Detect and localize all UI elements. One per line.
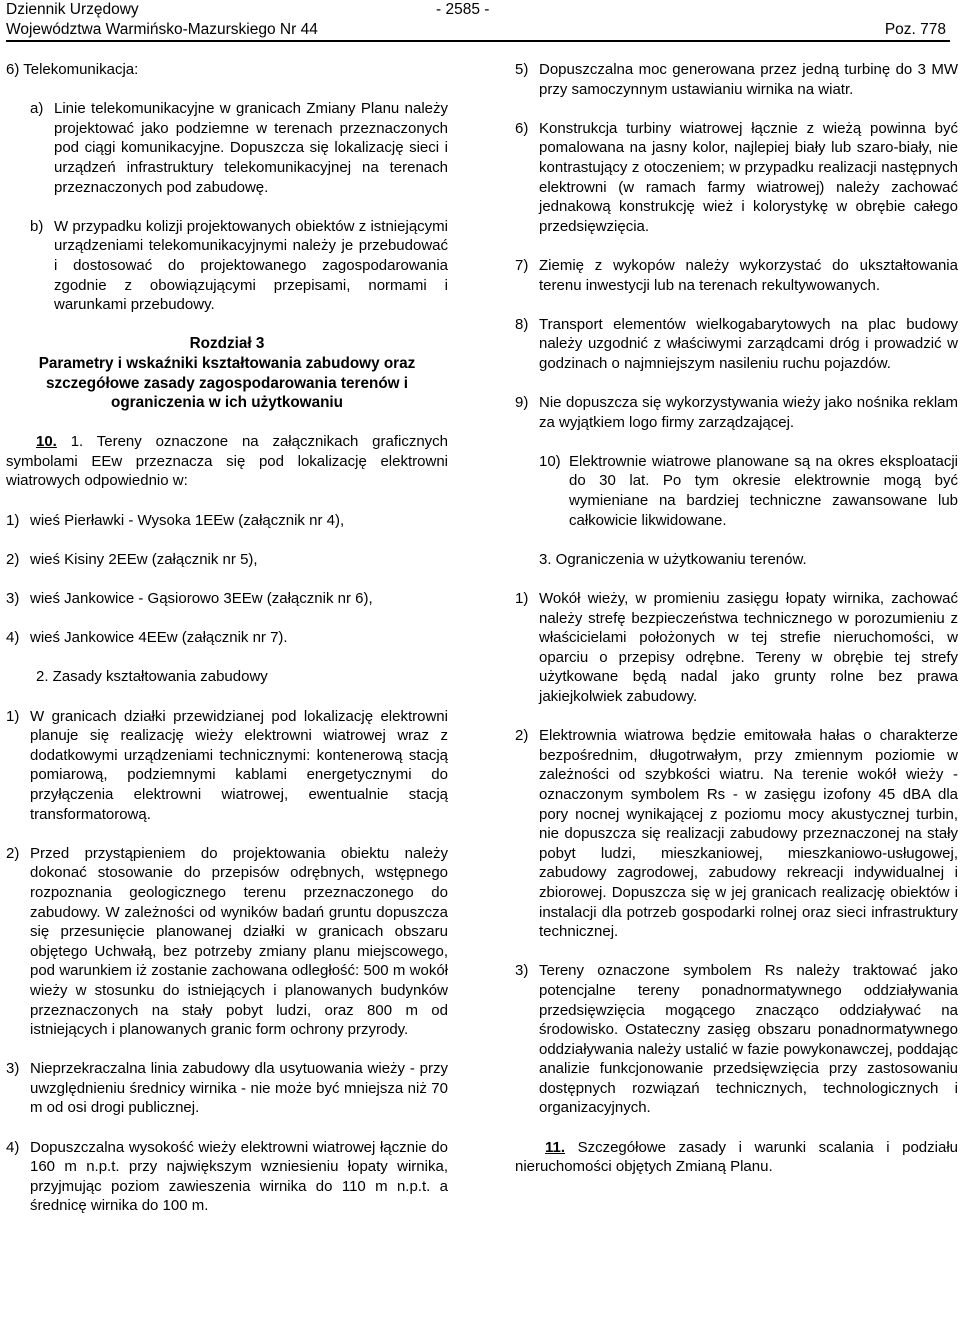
item-text: Elektrownia wiatrowa będzie emitowała hałas o charakterze bezpośrednim, długotrwałym, przy zmiennym poziomie w zależności od szybkości wiatru. Na terenie wokół wieży - oznaczonym symbolem Rs - w zasięgu izofony 45 dBA dla pory nocnej wynikającej z poziomu mocy akustycznej turbin, nie dopuszcza się realizacji zabudowy przeznaczonej na stały pobyt ludzi, mieszkaniowej, mieszkaniowo-usługowej, zabudowy zagrodowej, zabudowy rekreacji indywidualnej i zbiorowej. Dopuszcza się w jej granicach realizację obiektów i instalacji dla potrzeb gospodarki rolnej oraz sieci infrastruktury technicznej.: [539, 727, 958, 941]
right-column: [515, 60, 958, 1177]
item-text: W granicach działki przewidzianej pod lokalizację elektrowni planuje się realizację wieży elektrowni wiatrowej wraz z dodatkowymi urządzeniami technicznymi: kontenerową stacją pomiarową, podziemnymi kablami energetycznymi do przyłączenia elektrowni wiatrowej, ewentualnie stacją transformatorową.: [30, 707, 448, 823]
item-text: Transport elementów wielkogabarytowych na plac budowy należy uzgodnić z właściwymi zarządcami dróg i prowadzić w godzinach o najmniejszym nasileniu ruchu pojazdów.: [539, 315, 958, 372]
journal-name: Dziennik Urzędowy: [6, 1, 139, 18]
item-text: Konstrukcja turbiny wiatrowej łącznie z wieżą powinna być pomalowana na jasny kolor, najlepiej biały lub szaro-biały, nie kontrastujący z otoczeniem; w przypadku realizacji następnych elektrowni (w ramach farmy wiatrowej) należy zachować jednakową konstrukcję wież i kolorystykę w obrębie całego przedsięwzięcia.: [539, 119, 958, 235]
item-text: wieś Kisiny 2EEw (załącznik nr 5),: [30, 550, 258, 568]
item-text: W przypadku kolizji projektowanych obiektów z istniejącymi urządzeniami telekomunikacyjnymi należy je przebudować i dostosować do projektowanego zagospodarowania zgodnie z obowiązującymi przepisami, normami i warunkami przebudowy.: [54, 217, 448, 314]
chapter-title: Rozdział 3: [189, 335, 265, 353]
rules-heading: 2. Zasady kształtowania zabudowy: [36, 668, 268, 686]
item-text: Wokół wieży, w promieniu zasięgu łopaty wirnika, zachować należy strefę bezpieczeństwa technicznego w porozumieniu z właścicielami położonych w tej strefie nieruchomości, w oparciu o przepisy odrębne. Tereny w obrębie tej strefy użytkowane będą nadal jako grunty rolne bez prawa jakiejkolwiek zabudowy.: [539, 590, 958, 705]
paragraph-text: Szczegółowe zasady i warunki scalania i podziału nieruchomości objętych Zmianą Planu.: [515, 1138, 958, 1176]
item-number: 2): [6, 844, 20, 862]
item-text: Nieprzekraczalna linia zabudowy dla usytuowania wieży - przy uwzględnieniu średnicy wirnika - nie może być mniejsza niż 70 m od osi drogi publicznej.: [30, 1060, 448, 1117]
left-column: [6, 60, 448, 1216]
item-number: 3): [515, 962, 529, 980]
telecom-item-a: [6, 99, 448, 197]
limit-item: [515, 961, 958, 1118]
rule-item: [6, 1138, 448, 1216]
item-number: 6): [515, 119, 529, 137]
item-number: 1): [6, 707, 20, 725]
item-number: 9): [515, 394, 529, 412]
item-text: Ziemię z wykopów należy wykorzystać do ukształtowania terenu inwestycji lub na terenach rekultywowanych.: [539, 256, 958, 294]
limits-heading: 3. Ograniczenia w użytkowaniu terenów.: [539, 550, 807, 568]
item-number: 2): [6, 550, 20, 568]
telecom-item-b: [6, 217, 448, 315]
village-item: [6, 628, 448, 648]
village-item: [6, 550, 448, 570]
item-number: 5): [515, 61, 529, 78]
item-text: Dopuszczalna moc generowana przez jedną turbinę do 3 MW przy samoczynnym ustawianiu wirnika na wiatr.: [539, 61, 958, 98]
item-number: 7): [515, 256, 529, 274]
rule-item: [6, 1059, 448, 1118]
item-number: 10): [539, 452, 561, 470]
limit-item: [515, 589, 958, 707]
item-text: Elektrownie wiatrowe planowane są na okres eksploatacji do 30 lat. Po tym okresie elektrownie mogą być wymieniane na bardziej techniczne zawansowane lub całkowicie likwidowane.: [569, 452, 958, 529]
item-number: 8): [515, 315, 529, 333]
item-number: 4): [6, 629, 20, 647]
item-number: 1): [515, 590, 529, 608]
paragraph-text: 1. Tereny oznaczone na załącznikach graficznych symbolami EEw przeznacza się pod lokalizację elektrowni wiatrowych odpowiednio w:: [6, 433, 449, 490]
rule-item: [515, 60, 958, 99]
item-text: wieś Pierławki - Wysoka 1EEw (załącznik nr 4),: [30, 511, 345, 529]
item-text: Dopuszczalna wysokość wieży elektrowni wiatrowej łącznie do 160 m n.p.t. przy największym wzniesieniu łopaty wirnika, przyjmując poziom zawieszenia wirnika do 110 m n.p.t. a średnicę wirnika do 100 m.: [30, 1138, 448, 1215]
paragraph-10: [6, 432, 448, 491]
paragraph-number: 10.: [36, 433, 57, 451]
chapter-subtitle: Parametry i wskaźniki kształtowania zabudowy oraz szczegółowe zasady zagospodarowania terenów i ograniczenia w ich użytkowaniu: [38, 354, 416, 412]
telecom-heading: 6) Telekomunikacja:: [6, 61, 139, 78]
paragraph-number: 11.: [545, 1138, 566, 1156]
item-label: b): [30, 217, 44, 235]
page-number: - 2585 -: [436, 1, 490, 18]
rule-item: [6, 844, 448, 1040]
item-text: wieś Jankowice 4EEw (załącznik nr 7).: [30, 629, 288, 647]
rule-item: [515, 119, 958, 237]
rule-item: [6, 707, 448, 825]
rule-item: [515, 393, 958, 432]
item-label: a): [30, 100, 44, 118]
limit-item: [515, 726, 958, 942]
village-item: [6, 589, 448, 609]
item-number: 1): [6, 511, 20, 529]
item-number: 3): [6, 1060, 20, 1078]
item-number: 4): [6, 1138, 20, 1156]
rule-item: [515, 452, 958, 530]
item-number: 2): [515, 727, 529, 745]
village-item: [6, 511, 448, 531]
position-number: Poz. 778: [884, 21, 946, 38]
paragraph-11: [515, 1138, 958, 1177]
item-text: Nie dopuszcza się wykorzystywania wieży jako nośnika reklam za wyjątkiem logo firmy zarządzającej.: [539, 394, 958, 431]
item-number: 3): [6, 590, 20, 608]
page-header: [6, 0, 946, 42]
item-text: wieś Jankowice - Gąsiorowo 3EEw (załącznik nr 6),: [30, 590, 373, 608]
voivodeship-name: Województwa Warmińsko-Mazurskiego Nr 44: [6, 21, 318, 38]
header-divider: [6, 40, 950, 42]
item-text: Przed przystąpieniem do projektowania obiektu należy dokonać stosowanie do przepisów odrębnych, wstępnego rozpoznania geologicznego terenu przeznaczonego do zabudowy. W zależności od wyników badań gruntu dopuszcza się przesunięcie planowanej działki w granicach obszaru objętego Uchwałą, bez potrzeby zmiany planu miejscowego, pod warunkiem iż zostanie zachowana odległość: 500 m wokół wieży w stosunku do istniejących i planowanych budynków przeznaczonych na stały pobyt ludzi, oraz 800 m od istniejących i planowanych granic form ochrony przyrody.: [30, 844, 448, 1039]
item-text: Tereny oznaczone symbolem Rs należy traktować jako potencjalne tereny ponadnormatywnego oddziaływania przedsięwzięcia mogącego znacząco oddziaływać na środowisko. Ostateczny zasięg obszaru ponadnormatywnego oddziaływania należy ustalić w fazie powykonawczej, poddając analizie funkcjonowanie przedsięwzięcia przy zastosowaniu dostępnych rozwiązań technicznych, technologicznych i organizacyjnych.: [539, 962, 958, 1117]
rule-item: [515, 315, 958, 374]
rule-item: [515, 256, 958, 295]
item-text: Linie telekomunikacyjne w granicach Zmiany Planu należy projektować jako podziemne w terenach przeznaczonych pod ciągi komunikacyjne. Dopuszcza się lokalizację sieci i urządzeń infrastruktury telekomunikacyjnej na terenach przeznaczonych pod zabudowę.: [54, 100, 448, 196]
